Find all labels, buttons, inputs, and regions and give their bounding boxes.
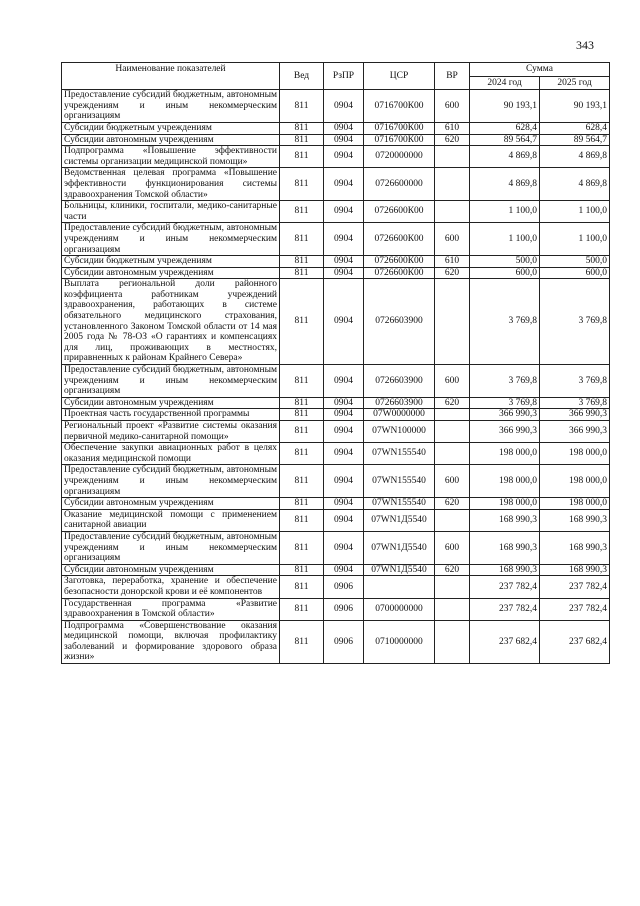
row-vr: 620 xyxy=(435,134,470,146)
row-ved: 811 xyxy=(280,279,324,365)
row-rzpr: 0904 xyxy=(324,134,364,146)
row-name: Проектная часть государственной программы xyxy=(62,409,280,421)
row-ved: 811 xyxy=(280,90,324,123)
row-rzpr: 0904 xyxy=(324,531,364,564)
row-vr: 610 xyxy=(435,122,470,134)
row-csr: 07W0000000 xyxy=(364,409,435,421)
row-vr: 600 xyxy=(435,531,470,564)
row-name: Ведомственная целевая программа «Повышение эффективности функционирования системы здравоохранения Томской области» xyxy=(62,168,280,201)
row-amount-2024: 4 869,8 xyxy=(470,168,540,201)
row-amount-2025: 4 869,8 xyxy=(540,146,610,168)
row-ved: 811 xyxy=(280,509,324,531)
table-row xyxy=(62,509,610,531)
row-csr xyxy=(364,576,435,598)
row-csr: 0726600К00 xyxy=(364,223,435,256)
row-vr xyxy=(435,598,470,620)
row-name: Субсидии автономным учреждениям xyxy=(62,267,280,279)
row-amount-2025: 90 193,1 xyxy=(540,90,610,123)
row-amount-2025: 600,0 xyxy=(540,267,610,279)
row-amount-2024: 366 990,3 xyxy=(470,421,540,443)
row-ved: 811 xyxy=(280,223,324,256)
row-amount-2025: 198 000,0 xyxy=(540,443,610,465)
row-amount-2025: 198 000,0 xyxy=(540,498,610,510)
row-ved: 811 xyxy=(280,620,324,663)
row-amount-2024: 198 000,0 xyxy=(470,443,540,465)
row-ved: 811 xyxy=(280,443,324,465)
row-name: Субсидии бюджетным учреждениям xyxy=(62,256,280,268)
row-ved: 811 xyxy=(280,598,324,620)
table-row xyxy=(62,146,610,168)
row-vr: 620 xyxy=(435,564,470,576)
row-csr: 0726603900 xyxy=(364,279,435,365)
row-rzpr: 0904 xyxy=(324,443,364,465)
table-row xyxy=(62,122,610,134)
table-row xyxy=(62,598,610,620)
row-amount-2025: 168 990,3 xyxy=(540,509,610,531)
row-ved: 811 xyxy=(280,576,324,598)
row-amount-2024: 237 782,4 xyxy=(470,576,540,598)
row-csr: 0700000000 xyxy=(364,598,435,620)
row-vr xyxy=(435,509,470,531)
row-vr xyxy=(435,421,470,443)
row-rzpr: 0904 xyxy=(324,122,364,134)
budget-table xyxy=(61,62,610,664)
row-amount-2024: 89 564,7 xyxy=(470,134,540,146)
row-ved: 811 xyxy=(280,134,324,146)
row-amount-2025: 3 769,8 xyxy=(540,397,610,409)
row-amount-2024: 366 990,3 xyxy=(470,409,540,421)
row-amount-2025: 4 869,8 xyxy=(540,168,610,201)
header-rzpr: РзПР xyxy=(324,63,364,90)
row-vr xyxy=(435,443,470,465)
row-ved: 811 xyxy=(280,498,324,510)
row-vr xyxy=(435,279,470,365)
row-csr: 07WN155540 xyxy=(364,498,435,510)
table-row xyxy=(62,443,610,465)
table-row xyxy=(62,498,610,510)
row-csr: 07WN1Д5540 xyxy=(364,509,435,531)
row-amount-2025: 168 990,3 xyxy=(540,531,610,564)
row-amount-2024: 237 682,4 xyxy=(470,620,540,663)
table-row xyxy=(62,365,610,398)
table-row xyxy=(62,409,610,421)
row-csr: 0720000000 xyxy=(364,146,435,168)
table-row xyxy=(62,168,610,201)
row-csr: 07WN155540 xyxy=(364,465,435,498)
row-rzpr: 0904 xyxy=(324,465,364,498)
row-rzpr: 0904 xyxy=(324,256,364,268)
row-rzpr: 0904 xyxy=(324,509,364,531)
header-csr: ЦСР xyxy=(364,63,435,90)
row-amount-2024: 237 782,4 xyxy=(470,598,540,620)
table-row xyxy=(62,465,610,498)
row-vr: 600 xyxy=(435,90,470,123)
row-rzpr: 0904 xyxy=(324,201,364,223)
row-name: Региональный проект «Развитие системы оказания первичной медико-санитарной помощи» xyxy=(62,421,280,443)
row-ved: 811 xyxy=(280,122,324,134)
row-ved: 811 xyxy=(280,365,324,398)
row-name: Субсидии бюджетным учреждениям xyxy=(62,122,280,134)
row-amount-2024: 628,4 xyxy=(470,122,540,134)
header-ved: Вед xyxy=(280,63,324,90)
row-vr: 600 xyxy=(435,465,470,498)
header-year-2024: 2024 год xyxy=(470,76,540,90)
row-rzpr: 0904 xyxy=(324,564,364,576)
row-csr: 0716700К00 xyxy=(364,134,435,146)
row-amount-2025: 3 769,8 xyxy=(540,279,610,365)
row-name: Подпрограмма «Совершенствование оказания медицинской помощи, включая профилактику заболеваний и формирование здорового образа жизни» xyxy=(62,620,280,663)
row-csr: 0726600000 xyxy=(364,168,435,201)
row-rzpr: 0904 xyxy=(324,365,364,398)
row-rzpr: 0904 xyxy=(324,409,364,421)
row-csr: 07WN100000 xyxy=(364,421,435,443)
row-vr xyxy=(435,576,470,598)
row-rzpr: 0904 xyxy=(324,146,364,168)
row-ved: 811 xyxy=(280,409,324,421)
row-rzpr: 0904 xyxy=(324,90,364,123)
row-amount-2025: 500,0 xyxy=(540,256,610,268)
row-amount-2024: 198 000,0 xyxy=(470,498,540,510)
row-name: Субсидии автономным учреждениям xyxy=(62,134,280,146)
row-amount-2025: 168 990,3 xyxy=(540,564,610,576)
table-row xyxy=(62,279,610,365)
header-year-2025: 2025 год xyxy=(540,76,610,90)
row-name: Больницы, клиники, госпитали, медико-санитарные части xyxy=(62,201,280,223)
row-amount-2024: 3 769,8 xyxy=(470,279,540,365)
row-rzpr: 0904 xyxy=(324,397,364,409)
row-ved: 811 xyxy=(280,531,324,564)
row-name: Предоставление субсидий бюджетным, автономным учреждениям и иным некоммерческим организациям xyxy=(62,465,280,498)
row-rzpr: 0904 xyxy=(324,498,364,510)
row-amount-2024: 500,0 xyxy=(470,256,540,268)
row-ved: 811 xyxy=(280,168,324,201)
row-rzpr: 0904 xyxy=(324,223,364,256)
row-amount-2025: 198 000,0 xyxy=(540,465,610,498)
row-vr: 620 xyxy=(435,397,470,409)
row-rzpr: 0906 xyxy=(324,598,364,620)
row-csr: 07WN1Д5540 xyxy=(364,531,435,564)
row-csr: 0716700К00 xyxy=(364,90,435,123)
row-amount-2025: 237 782,4 xyxy=(540,598,610,620)
row-rzpr: 0906 xyxy=(324,576,364,598)
table-row xyxy=(62,576,610,598)
table-row xyxy=(62,620,610,663)
row-csr: 0710000000 xyxy=(364,620,435,663)
row-csr: 0716700К00 xyxy=(364,122,435,134)
table-row xyxy=(62,223,610,256)
row-amount-2024: 4 869,8 xyxy=(470,146,540,168)
row-csr: 0726600К00 xyxy=(364,267,435,279)
row-amount-2025: 237 682,4 xyxy=(540,620,610,663)
table-row xyxy=(62,564,610,576)
row-amount-2025: 628,4 xyxy=(540,122,610,134)
row-name: Субсидии автономным учреждениям xyxy=(62,397,280,409)
row-name: Предоставление субсидий бюджетным, автономным учреждениям и иным некоммерческим организациям xyxy=(62,90,280,123)
row-amount-2025: 1 100,0 xyxy=(540,223,610,256)
row-rzpr: 0906 xyxy=(324,620,364,663)
row-amount-2025: 89 564,7 xyxy=(540,134,610,146)
row-amount-2024: 3 769,8 xyxy=(470,397,540,409)
row-vr: 620 xyxy=(435,267,470,279)
row-name: Предоставление субсидий бюджетным, автономным учреждениям и иным некоммерческим организациям xyxy=(62,365,280,398)
row-rzpr: 0904 xyxy=(324,421,364,443)
table-header xyxy=(62,63,610,90)
row-vr xyxy=(435,201,470,223)
row-vr: 600 xyxy=(435,223,470,256)
row-amount-2024: 1 100,0 xyxy=(470,223,540,256)
page-number: 343 xyxy=(576,38,594,52)
row-amount-2024: 3 769,8 xyxy=(470,365,540,398)
row-rzpr: 0904 xyxy=(324,279,364,365)
row-csr: 0726603900 xyxy=(364,397,435,409)
row-amount-2024: 600,0 xyxy=(470,267,540,279)
table-row xyxy=(62,397,610,409)
row-csr: 0726603900 xyxy=(364,365,435,398)
row-name: Предоставление субсидий бюджетным, автономным учреждениям и иным некоммерческим организациям xyxy=(62,531,280,564)
row-vr xyxy=(435,409,470,421)
row-ved: 811 xyxy=(280,465,324,498)
row-ved: 811 xyxy=(280,256,324,268)
row-vr xyxy=(435,620,470,663)
row-vr xyxy=(435,146,470,168)
row-amount-2025: 1 100,0 xyxy=(540,201,610,223)
row-amount-2024: 1 100,0 xyxy=(470,201,540,223)
table-row xyxy=(62,90,610,123)
row-vr: 600 xyxy=(435,365,470,398)
row-ved: 811 xyxy=(280,267,324,279)
row-rzpr: 0904 xyxy=(324,267,364,279)
table-row xyxy=(62,134,610,146)
row-amount-2025: 366 990,3 xyxy=(540,409,610,421)
row-amount-2025: 366 990,3 xyxy=(540,421,610,443)
row-amount-2024: 198 000,0 xyxy=(470,465,540,498)
row-amount-2024: 168 990,3 xyxy=(470,564,540,576)
row-csr: 07WN1Д5540 xyxy=(364,564,435,576)
row-vr xyxy=(435,168,470,201)
row-name: Субсидии автономным учреждениям xyxy=(62,498,280,510)
row-amount-2025: 3 769,8 xyxy=(540,365,610,398)
header-vr: ВР xyxy=(435,63,470,90)
row-vr: 620 xyxy=(435,498,470,510)
row-name: Субсидии автономным учреждениям xyxy=(62,564,280,576)
row-csr: 0726600К00 xyxy=(364,256,435,268)
table-row xyxy=(62,421,610,443)
row-name: Предоставление субсидий бюджетным, автономным учреждениям и иным некоммерческим организациям xyxy=(62,223,280,256)
table-row xyxy=(62,531,610,564)
row-ved: 811 xyxy=(280,421,324,443)
row-csr: 07WN155540 xyxy=(364,443,435,465)
row-ved: 811 xyxy=(280,564,324,576)
table-row xyxy=(62,267,610,279)
row-amount-2024: 168 990,3 xyxy=(470,531,540,564)
row-name: Государственная программа «Развитие здравоохранения в Томской области» xyxy=(62,598,280,620)
table-row xyxy=(62,256,610,268)
row-ved: 811 xyxy=(280,397,324,409)
row-csr: 0726600К00 xyxy=(364,201,435,223)
header-sum: Сумма xyxy=(470,63,610,77)
row-name: Выплата региональной доли районного коэффициента работникам учреждений здравоохранения, работающих в системе обязательного медицинского страхования, установленного Законом Томской области от 14 мая 2005 года № 78-ОЗ «О гарантиях и компенсациях для лиц, проживающих в местностях, приравненных к районам Крайнего Севера» xyxy=(62,279,280,365)
row-rzpr: 0904 xyxy=(324,168,364,201)
row-name: Подпрограмма «Повышение эффективности системы организации медицинской помощи» xyxy=(62,146,280,168)
row-name: Заготовка, переработка, хранение и обеспечение безопасности донорской крови и её компонентов xyxy=(62,576,280,598)
row-ved: 811 xyxy=(280,201,324,223)
row-amount-2025: 237 782,4 xyxy=(540,576,610,598)
row-vr: 610 xyxy=(435,256,470,268)
row-ved: 811 xyxy=(280,146,324,168)
table-row xyxy=(62,201,610,223)
row-name: Оказание медицинской помощи с применением санитарной авиации xyxy=(62,509,280,531)
table-body xyxy=(62,90,610,664)
row-name: Обеспечение закупки авиационных работ в целях оказания медицинской помощи xyxy=(62,443,280,465)
header-name: Наименование показателей xyxy=(62,63,280,90)
row-amount-2024: 168 990,3 xyxy=(470,509,540,531)
row-amount-2024: 90 193,1 xyxy=(470,90,540,123)
